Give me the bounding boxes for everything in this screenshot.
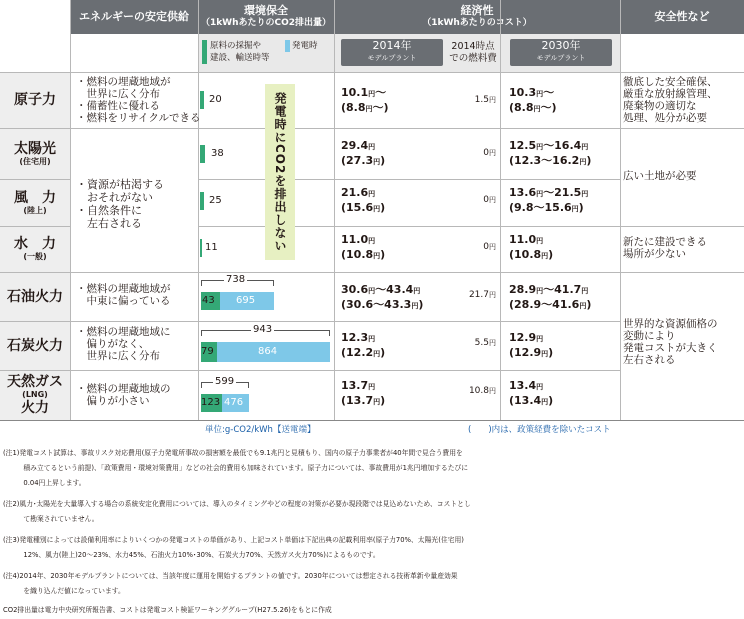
co2-total-oil: 738: [226, 274, 246, 285]
cost2030-hydro: 11.0円 (10.8円): [509, 233, 554, 261]
note-1-line2: 積み立てるという前提)、「政策費用・環境対策費用」などの社会的費用も加味されています。原子力については、事故費用が1兆円増加するたびに: [3, 464, 469, 472]
fuel-solar: 0円: [483, 148, 496, 158]
fuel-nuclear: 1.5円: [474, 95, 496, 105]
col-divider: [198, 0, 199, 420]
header-safety: 安全性など: [620, 0, 744, 34]
supply-oil: ・燃料の埋蔵地域が 中東に偏っている: [76, 283, 171, 307]
co2-green-coal-value: 79: [201, 346, 214, 357]
cost2030-coal: 12.9円 (12.9円): [509, 331, 554, 359]
cost2030-solar: 12.5円〜16.4円 (12.3〜16.2円): [509, 139, 592, 167]
legend-blue-label: 発電時: [292, 41, 318, 51]
row-label-oil: 石油火力: [0, 272, 70, 321]
co2-blue-coal-value: 864: [258, 346, 278, 357]
legend-green-swatch: [202, 40, 207, 64]
row-divider: [0, 272, 744, 273]
note-3-line2: 12%、風力(陸上)20〜23%、水力45%、石油火力10%･30%、石炭火力70%、天然ガス火力70%)によるものです。: [3, 551, 380, 559]
co2-value-hydro: 11: [205, 242, 218, 253]
co2-value-nuclear: 20: [209, 94, 222, 105]
header-econ: [334, 0, 620, 34]
supply-nuclear: ・燃料の埋蔵地域が 世界に広く分布 ・備蓄性に優れる ・燃料をリサイクルできる: [76, 76, 201, 124]
co2-blue-lng-value: 476: [224, 397, 244, 408]
cost2030-lng: 13.4円 (13.4円): [509, 379, 554, 407]
fuel-hydro: 0円: [483, 242, 496, 252]
col-divider: [620, 0, 621, 420]
supply-coal: ・燃料の埋蔵地域に 偏りがなく、 世界に広く分布: [76, 326, 171, 362]
pill-2030: 2030年 モデルプラント: [510, 39, 612, 66]
row-divider: [198, 179, 620, 180]
cost2014-wind: 21.6円 (15.6円): [341, 186, 386, 214]
cost2014-hydro: 11.0円 (10.8円): [341, 233, 386, 261]
header-env: [198, 0, 334, 34]
cost2014-nuclear: 10.1円〜 (8.8円〜): [341, 86, 389, 114]
cost2030-oil: 28.9円〜41.7円 (28.9〜41.6円): [509, 283, 592, 311]
col-divider: [70, 0, 71, 420]
row-label-solar: 太陽光 (住宅用): [0, 128, 70, 179]
fuel-lng: 10.8円: [468, 386, 496, 396]
cost2014-coal: 12.3円 (12.2円): [341, 331, 386, 359]
legend-blue-swatch: [285, 40, 290, 52]
cost2030-wind: 13.6円〜21.5円 (9.8〜15.6円): [509, 186, 589, 214]
footer-paren-note: ( )内は、政策経費を除いたコスト: [468, 425, 611, 435]
note-1-line1: (注1)発電コスト試算は、事故リスク対応費用(原子力発電所事故の損害額を最低でも9.1兆円と見積もり、国内の原子力事業者が40年間で見合う費用を: [3, 449, 463, 457]
pill-2014: 2014年 モデルプラント: [341, 39, 443, 66]
source-note: CO2排出量は電力中央研究所報告書、コストは発電コスト検証ワーキンググループ(H27.5.26)をもとに作成: [3, 606, 332, 614]
fuel-coal: 5.5円: [474, 338, 496, 348]
fuel-oil: 21.7円: [468, 290, 496, 300]
supply-renewables: ・資源が枯渇する おそれがない ・自然条件に 左右される: [76, 178, 164, 230]
cost2030-nuclear: 10.3円〜 (8.8円〜): [509, 86, 557, 114]
no-co2-callout: 発電時にCO2を排出しない: [265, 84, 295, 260]
col-divider: [334, 0, 335, 420]
co2-total-lng: 599: [215, 376, 235, 387]
row-label-wind: 風 力 (陸上): [0, 179, 70, 226]
row-divider: [0, 128, 620, 129]
row-label-nuclear: 原子力: [0, 72, 70, 128]
header-econ-title: 経済性: [460, 4, 494, 17]
legend-green-label: 原料の採掘や 建設、輸送時等: [210, 41, 270, 63]
safety-nuclear: 徹底した安全確保、 厳重な放射線管理、 廃棄物の適切な 処理、処分が必要: [623, 76, 718, 124]
safety-fossil: 世界的な資源価格の 変動により 発電コストが大きく 左右される: [623, 318, 718, 366]
co2-bar-solar: [200, 145, 205, 163]
row-divider: [620, 128, 744, 129]
col-divider: [500, 0, 501, 420]
supply-lng: ・燃料の埋蔵地域の 偏りが小さい: [76, 383, 171, 407]
table-bottom: [0, 420, 744, 421]
footer-unit: 単位:g-CO2/kWh【送電端】: [205, 425, 316, 435]
co2-value-wind: 25: [209, 195, 222, 206]
co2-green-oil-value: 43: [202, 295, 215, 306]
co2-value-solar: 38: [211, 148, 224, 159]
fuel-wind: 0円: [483, 195, 496, 205]
co2-bar-wind: [200, 192, 204, 210]
note-3-line1: (注3)発電種別によっては設備利用率によりいくつかの発電コストの単価があり、上記コスト単価は下記出典の記載利用率(原子力70%、太陽光(住宅用): [3, 536, 464, 544]
row-divider: [0, 72, 744, 73]
row-label-lng: 天然ガス (LNG) 火力: [0, 370, 70, 420]
row-label-hydro: 水 力 (一般): [0, 226, 70, 272]
note-2-line2: て勘案されていません。: [3, 515, 99, 523]
note-4-line1: (注4)2014年、2030年モデルプラントについては、当該年度に運用を開始するプラントの値です。2030年については想定される技術革新や量産効果: [3, 572, 458, 580]
header-env-sub: （1kWhあたりのCO2排出量）: [200, 18, 332, 28]
safety-hydro: 新たに建設できる 場所が少ない: [623, 236, 707, 260]
row-divider: [0, 370, 620, 371]
fuel-header: 2014時点 での燃料費: [449, 41, 497, 64]
row-divider: [0, 226, 70, 227]
header-env-title: 環境保全: [244, 4, 288, 17]
row-divider: [0, 179, 70, 180]
safety-solar-wind: 広い土地が必要: [623, 170, 697, 182]
co2-bar-hydro: [200, 239, 202, 257]
co2-total-coal: 943: [253, 324, 273, 335]
header-econ-sub: （1kWhあたりのコスト）: [422, 18, 532, 28]
header-supply: エネルギーの安定供給: [70, 0, 198, 34]
cost2014-lng: 13.7円 (13.7円): [341, 379, 386, 407]
cost2014-oil: 30.6円〜43.4円 (30.6〜43.3円): [341, 283, 424, 311]
cost2014-solar: 29.4円 (27.3円): [341, 139, 386, 167]
co2-blue-oil-value: 695: [236, 295, 256, 306]
row-divider: [0, 321, 620, 322]
co2-bar-nuclear: [200, 91, 204, 109]
co2-green-lng-value: 123: [201, 397, 221, 408]
note-1-line3: 0.04円上昇します。: [3, 479, 86, 487]
note-2-line1: (注2)風力･太陽光を大量導入する場合の系統安定化費用については、導入のタイミングやどの程度の対策が必要か現段階では見込めないため、コストとし: [3, 500, 471, 508]
row-label-coal: 石炭火力: [0, 321, 70, 370]
note-4-line2: を織り込んだ値になっています。: [3, 587, 125, 595]
